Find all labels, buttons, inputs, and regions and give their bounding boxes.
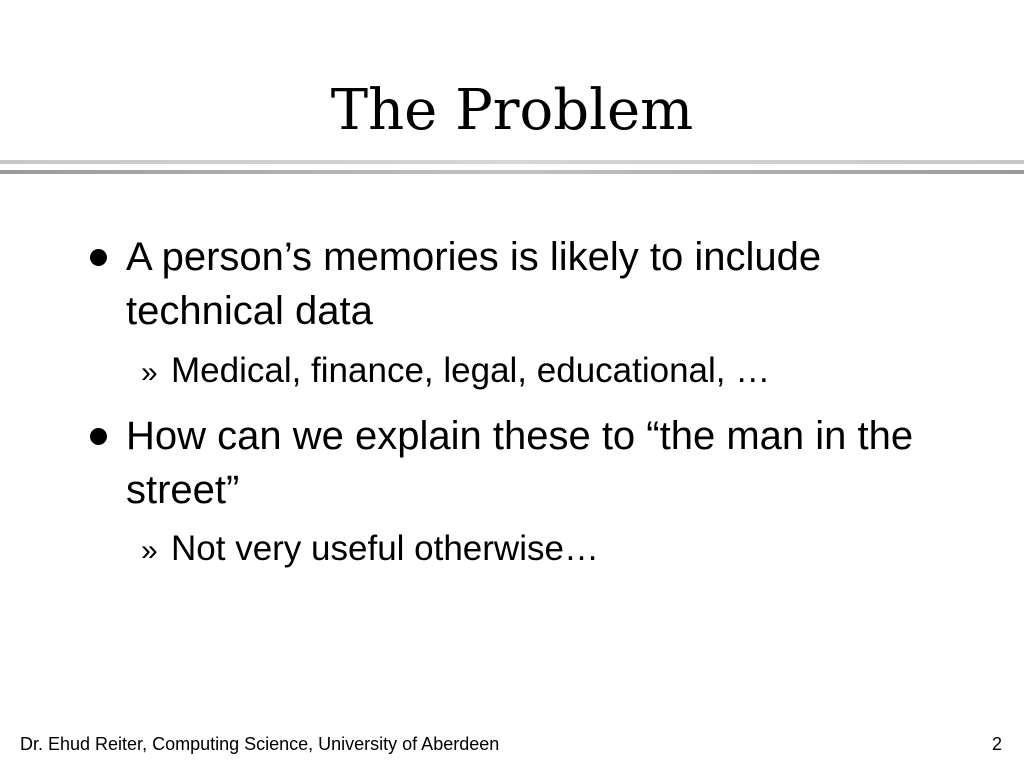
slide-title: The Problem: [330, 78, 694, 143]
sub-bullet-marker: »: [141, 534, 158, 567]
sub-bullet-item: [141, 349, 770, 395]
title-divider-gap: [0, 166, 1024, 169]
title-divider-bottom: [0, 170, 1024, 174]
title-divider-top: [0, 160, 1024, 164]
sub-bullet-text: Medical, finance, legal, educational, …: [171, 351, 771, 390]
sub-bullet-item: [141, 527, 599, 573]
sub-bullet-marker: »: [141, 356, 158, 389]
sub-bullet-text: Not very useful otherwise…: [171, 529, 599, 568]
bullet-dot-icon: [90, 249, 107, 266]
footer-page-number: 2: [991, 734, 1002, 754]
bullet-text: A person’s memories is likely to include technical data: [126, 235, 822, 333]
footer-author: Dr. Ehud Reiter, Computing Science, University of Aberdeen: [20, 734, 500, 754]
bullet-dot-icon: [90, 428, 107, 445]
bullet-text: How can we explain these to “the man in the street”: [126, 414, 914, 512]
